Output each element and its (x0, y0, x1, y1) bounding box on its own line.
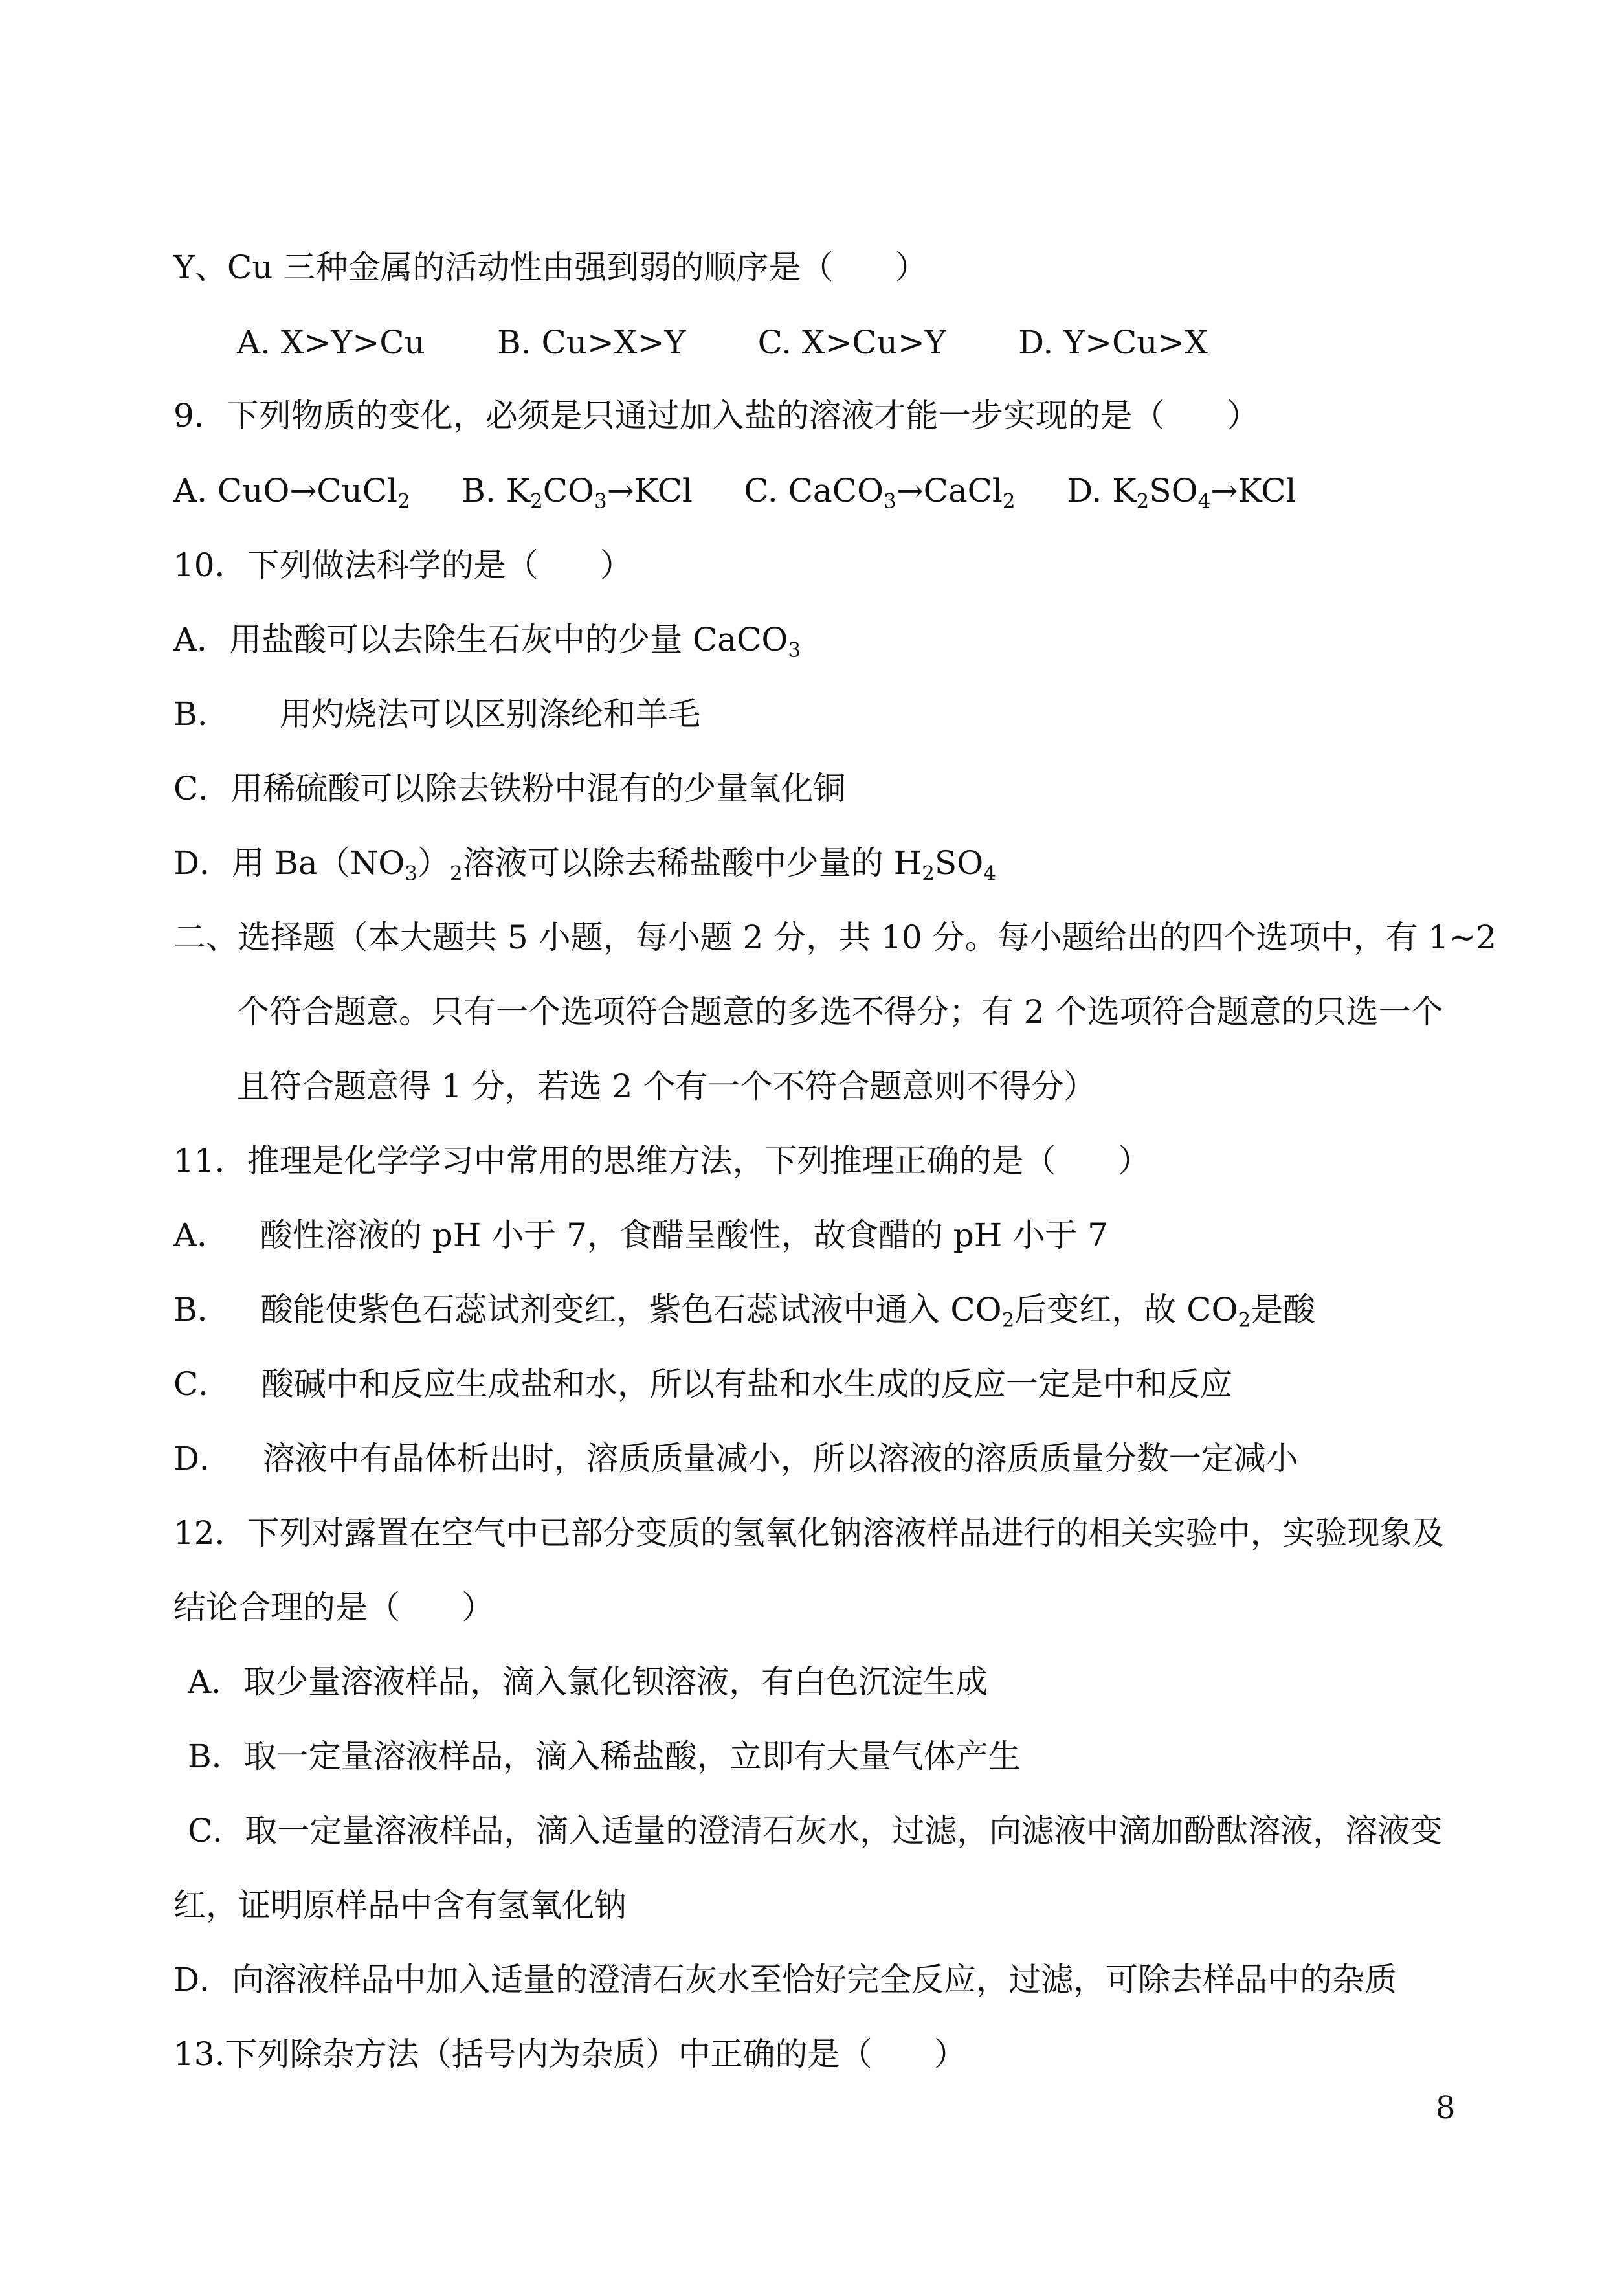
subscript: 4 (983, 862, 996, 886)
text-line (173, 772, 845, 805)
text-segment: CO (542, 472, 595, 509)
text-segment: 10．下列做法科学的是（ ） (173, 546, 632, 584)
subscript: 3 (788, 638, 801, 662)
text-segment: 后变红，故 CO (1014, 1291, 1238, 1328)
subscript: 2 (397, 489, 410, 513)
text-line (173, 399, 1259, 432)
text-line (173, 2035, 966, 2073)
text-line (173, 1365, 1232, 1403)
text-segment: A．用盐酸可以去除生石灰中的少量 CaCO (173, 621, 788, 658)
text-line (188, 1740, 1021, 1773)
text-line (237, 993, 1443, 1031)
text-segment: C．用稀硫酸可以除去铁粉中混有的少量氧化铜 (173, 770, 846, 807)
text-segment: B． 酸能使紫色石蕊试剂变红，紫色石蕊试液中通入 CO (173, 1291, 1002, 1328)
text-line (173, 1291, 1316, 1332)
text-line (173, 1514, 1445, 1552)
text-segment: C．取一定量溶液样品，滴入适量的澄清石灰水，过滤，向滤液中滴加酚酞溶液，溶液变 (188, 1812, 1443, 1850)
subscript: 2 (450, 862, 463, 886)
text-segment: A．取少量溶液样品，滴入氯化钡溶液，有白色沉淀生成 (188, 1663, 988, 1701)
subscript: 4 (1197, 489, 1211, 513)
text-line (173, 1216, 1108, 1254)
text-segment: B. K (410, 472, 531, 509)
text-segment: 溶液可以除去稀盐酸中少量的 H (462, 844, 922, 882)
subscript: 3 (883, 489, 896, 513)
subscript: 2 (922, 862, 935, 886)
text-line (173, 472, 1296, 513)
subscript: 2 (1002, 489, 1016, 513)
text-line (173, 251, 928, 284)
text-line (173, 695, 700, 733)
text-segment: B. 用灼烧法可以区别涤纶和羊毛 (173, 695, 700, 733)
text-segment: 是酸 (1251, 1291, 1316, 1328)
subscript: 2 (1136, 489, 1150, 513)
text-line (173, 844, 996, 886)
text-line (173, 546, 632, 584)
text-segment: SO (934, 844, 984, 882)
text-segment: →KCl (1210, 472, 1296, 509)
text-segment: 且符合题意得 1 分，若选 2 个有一个不符合题意则不得分） (237, 1068, 1096, 1105)
text-segment: 结论合理的是（ ） (173, 1589, 495, 1626)
text-line (173, 1591, 494, 1624)
text-segment: 12．下列对露置在空气中已部分变质的氢氧化钠溶液样品进行的相关实验中，实验现象及 (173, 1514, 1445, 1552)
text-segment: 红，证明原样品中含有氢氧化钠 (173, 1886, 627, 1924)
text-segment: 9．下列物质的变化，必须是只通过加入盐的溶液才能一步实现的是（ ） (173, 397, 1260, 434)
text-segment: C． 酸碱中和反应生成盐和水，所以有盐和水生成的反应一定是中和反应 (173, 1365, 1232, 1403)
text-line (173, 1963, 1397, 1996)
text-segment: D． 溶液中有晶体析出时，溶质质量减小，所以溶液的溶质质量分数一定减小 (173, 1440, 1298, 1477)
subscript: 2 (1001, 1308, 1015, 1332)
text-segment: →CaCl (896, 472, 1003, 509)
text-segment: A. X>Y>Cu B. Cu>X>Y C. X>Cu>Y D. Y>Cu>X (237, 324, 1208, 361)
text-line (237, 1068, 1096, 1105)
text-segment: B．取一定量溶液样品，滴入稀盐酸，立即有大量气体产生 (188, 1738, 1021, 1775)
text-line (173, 1442, 1298, 1475)
text-segment: ） (417, 844, 450, 882)
text-segment: 11．推理是化学学习中常用的思维方法，下列推理正确的是（ ） (173, 1142, 1150, 1180)
subscript: 3 (405, 862, 418, 886)
text-line (237, 326, 1208, 359)
text-segment: D．用 Ba（NO (173, 844, 405, 882)
text-segment: A． 酸性溶液的 pH 小于 7，食醋呈酸性，故食醋的 pH 小于 7 (173, 1216, 1108, 1254)
text-line (173, 921, 1496, 954)
text-segment: 二、选择题（本大题共 5 小题，每小题 2 分，共 10 分。每小题给出的四个选项中，有 1~2 (173, 919, 1497, 956)
text-segment: 13.下列除杂方法（括号内为杂质）中正确的是（ ） (173, 2035, 966, 2073)
text-segment: D. K (1015, 472, 1137, 509)
text-line (173, 1886, 627, 1924)
text-line (173, 621, 801, 662)
text-line (173, 1142, 1150, 1180)
text-segment: →KCl C. CaCO (606, 472, 884, 509)
text-line (188, 1663, 988, 1701)
text-segment: 个符合题意。只有一个选项符合题意的多选不得分；有 2 个选项符合题意的只选一个 (237, 993, 1443, 1031)
text-line (188, 1812, 1443, 1850)
page-number: 8 (1436, 2090, 1456, 2126)
text-segment: A. CuO→CuCl (173, 472, 397, 509)
text-segment: Y、Cu 三种金属的活动性由强到弱的顺序是（ ） (173, 249, 928, 286)
text-segment: D．向溶液样品中加入适量的澄清石灰水至恰好完全反应，过滤，可除去样品中的杂质 (173, 1961, 1397, 1998)
subscript: 2 (1238, 1308, 1251, 1332)
text-segment: SO (1149, 472, 1198, 509)
subscript: 2 (530, 489, 543, 513)
subscript: 3 (594, 489, 607, 513)
